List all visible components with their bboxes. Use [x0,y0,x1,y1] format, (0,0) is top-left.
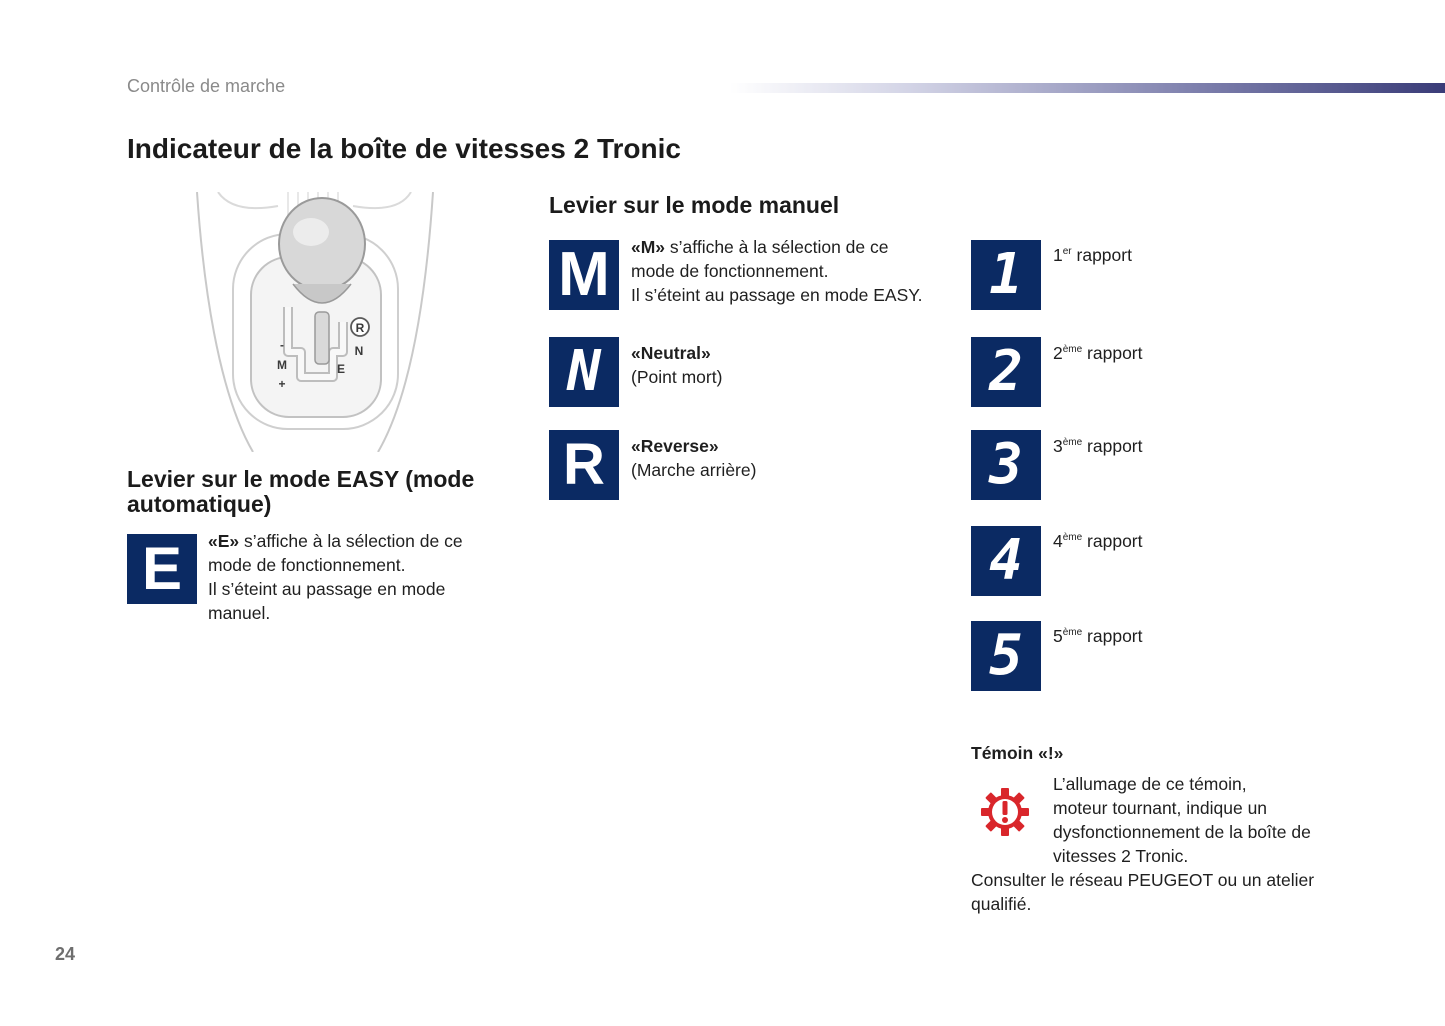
gear-1-tile [971,240,1041,310]
gear-3-label [1053,431,1143,458]
manual-heading: Levier sur le mode manuel [549,192,840,218]
gear-5-text: rapport [1082,626,1143,646]
manual-m-line3: Il s’éteint au passage en mode EASY. [631,285,923,305]
manual-m-line1: s’affiche à la sélection de ce [665,237,889,257]
easy-line4: manuel. [208,603,271,623]
manual-n-tile [549,337,619,407]
gear-lever-drawing [193,192,438,452]
header-gradient-bar [730,83,1445,93]
warning-line5: Consulter le réseau PEUGEOT ou un atelier [971,870,1315,890]
easy-e-tile [127,534,197,604]
warning-line2: moteur tournant, indique un [1053,798,1268,818]
warning-title: Témoin «!» [971,743,1064,763]
page-number: 24 [55,944,76,964]
easy-line3: Il s’éteint au passage en mode [208,579,446,599]
manual-r-description [631,434,931,482]
manual-r-tile [549,430,619,500]
gear-1-digit: 1 [989,242,1023,307]
easy-description [208,529,508,625]
gear-5-digit: 5 [989,623,1023,688]
lever-label-plus: + [278,377,286,391]
easy-strong: «E» [208,531,240,551]
gear-5-label [1053,621,1143,648]
lever-label-r: R [355,321,365,335]
gear-3-suffix: ème [1062,437,1083,448]
manual-m-tile-letter: M [558,240,610,309]
gear-1-suffix: er [1062,246,1072,257]
section-label: Contrôle de marche [127,76,286,96]
manual-m-description [631,235,951,307]
warning-advice [971,868,1351,916]
gear-3-digit: 3 [989,432,1023,497]
warning-line4: vitesses 2 Tronic. [1053,846,1189,866]
manual-r-tile-letter: R [563,432,605,497]
gear-4-label [1053,526,1143,553]
manual-n-strong: «Neutral» [631,343,711,363]
manual-m-tile [549,240,619,310]
gear-4-text: rapport [1082,531,1143,551]
gear-3-num: 3 [1053,436,1063,456]
easy-line1: s’affiche à la sélection de ce [239,531,463,551]
gear-lever-illustration [193,192,438,452]
lever-label-n: N [354,344,364,358]
gear-5-num: 5 [1053,626,1063,646]
gear-1-text: rapport [1071,245,1132,265]
warning-description [1053,772,1353,868]
manual-m-strong: «M» [631,237,666,257]
gear-4-num: 4 [1053,531,1063,551]
easy-e-tile-letter: E [141,535,183,602]
lever-label-minus: - [280,338,284,352]
gear-2-suffix: ème [1062,344,1083,355]
gear-5-suffix: ème [1062,627,1083,638]
gear-2-text: rapport [1082,343,1143,363]
lever-label-e: E [336,362,346,376]
warning-line1: L’allumage de ce témoin, [1053,774,1247,794]
manual-r-strong: «Reverse» [631,436,719,456]
gear-5-tile [971,621,1041,691]
gearbox-warning-icon-svg [978,785,1032,839]
page-title: Indicateur de la boîte de vitesses 2 Tronic [127,133,681,164]
gear-2-tile [971,337,1041,407]
gear-4-tile [971,526,1041,596]
lever-label-m: M [277,358,287,372]
gear-1-label [1053,240,1132,267]
manual-n-description [631,341,931,389]
gear-1-num: 1 [1053,245,1063,265]
warning-line6: qualifié. [971,894,1032,914]
gear-4-digit: 4 [989,528,1023,593]
manual-m-line2: mode de fonctionnement. [631,261,829,281]
easy-line2: mode de fonctionnement. [208,555,406,575]
gear-4-suffix: ème [1062,532,1083,543]
warning-line3: dysfonctionnement de la boîte de [1053,822,1311,842]
easy-heading: Levier sur le mode EASY (mode automatique) [127,466,475,517]
gear-3-text: rapport [1082,436,1143,456]
manual-n-line2: (Point mort) [631,367,723,387]
gearbox-warning-icon [978,785,1032,839]
gear-2-label [1053,338,1143,365]
gear-2-digit: 2 [989,339,1023,404]
gear-2-num: 2 [1053,343,1063,363]
manual-n-tile-letter: N [567,339,601,404]
gear-3-tile [971,430,1041,500]
manual-r-line2: (Marche arrière) [631,460,757,480]
